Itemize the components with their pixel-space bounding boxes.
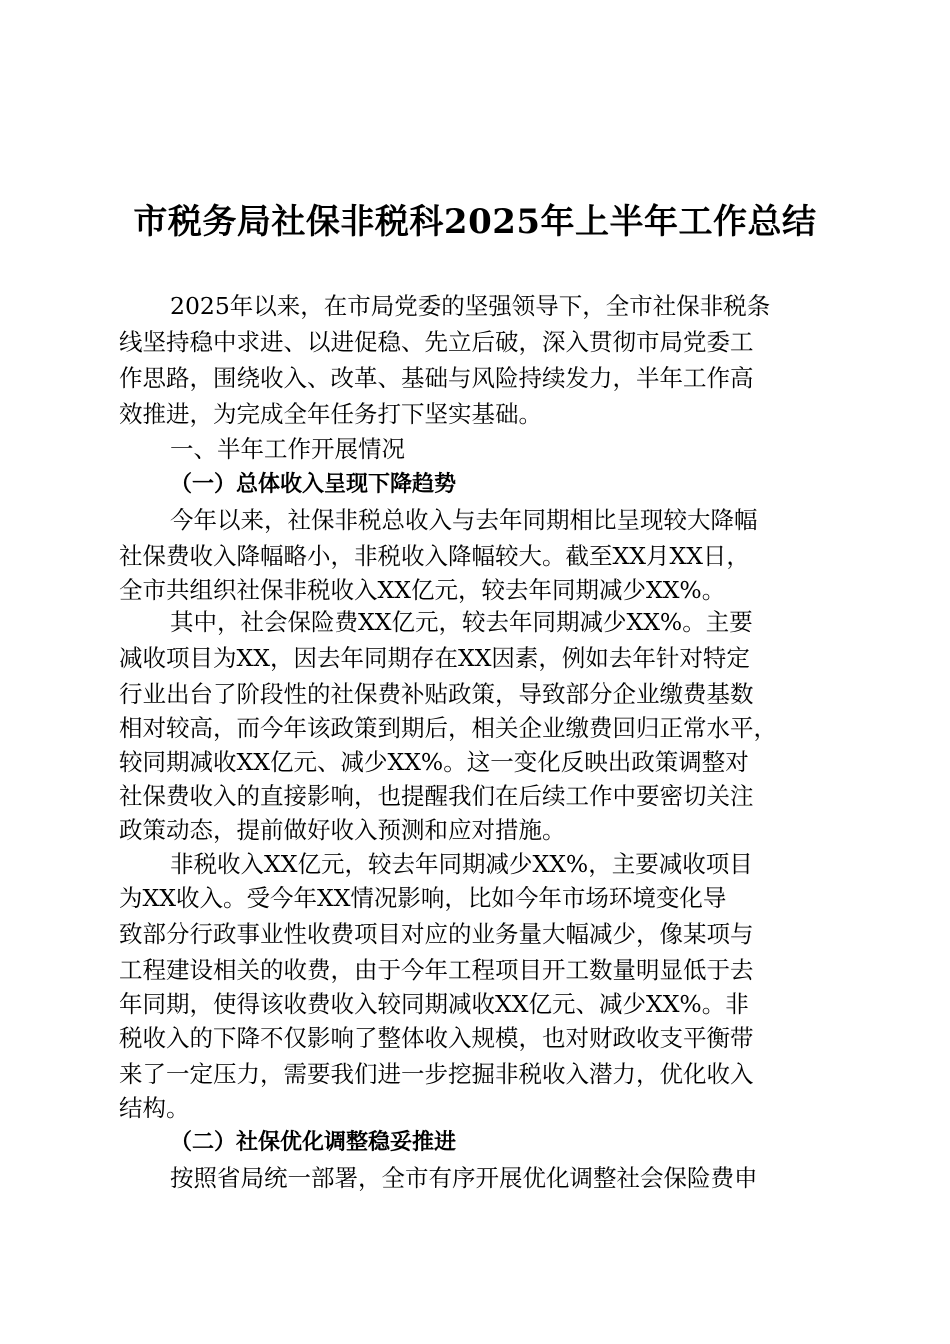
paragraph-line: 为XX收入。受今年XX情况影响，比如今年市场环境变化导: [119, 884, 727, 912]
paragraph-line: 作思路，围绕收入、改革、基础与风险持续发力，半年工作高: [119, 364, 754, 392]
section-heading: 一、半年工作开展情况: [170, 435, 405, 463]
paragraph-line: 行业出台了阶段性的社保费补贴政策，导致部分企业缴费基数: [119, 680, 754, 708]
paragraph-line: 较同期减收XX亿元、减少XX%。这一变化反映出政策调整对: [119, 748, 749, 776]
paragraph-line: 年同期，使得该收费收入较同期减收XX亿元、减少XX%。非: [119, 990, 749, 1018]
paragraph-line: 税收入的下降不仅影响了整体收入规模，也对财政收支平衡带: [119, 1024, 754, 1052]
paragraph-line: 减收项目为XX，因去年同期存在XX因素，例如去年针对特定: [119, 644, 750, 672]
paragraph-line: 今年以来，社保非税总收入与去年同期相比呈现较大降幅: [170, 506, 758, 534]
paragraph-line: 社保费收入的直接影响，也提醒我们在后续工作中要密切关注: [119, 782, 754, 810]
paragraph-line: 社保费收入降幅略小，非税收入降幅较大。截至XX月XX日，: [119, 542, 750, 570]
paragraph-line: 来了一定压力，需要我们进一步挖掘非税收入潜力，优化收入: [119, 1060, 754, 1088]
paragraph-line: 结构。: [119, 1094, 190, 1122]
paragraph-line: 工程建设相关的收费，由于今年工程项目开工数量明显低于去: [119, 956, 754, 984]
paragraph-line: 相对较高，而今年该政策到期后，相关企业缴费回归正常水平，: [119, 714, 777, 742]
paragraph-line: 非税收入XX亿元，较去年同期减少XX%，主要减收项目: [170, 850, 753, 878]
paragraph-line: 致部分行政事业性收费项目对应的业务量大幅减少，像某项与: [119, 920, 754, 948]
document-title: 市税务局社保非税科2025年上半年工作总结: [133, 202, 817, 242]
paragraph-line: 全市共组织社保非税收入XX亿元，较去年同期减少XX%。: [119, 576, 726, 604]
paragraph-line: 线坚持稳中求进、以进促稳、先立后破，深入贯彻市局党委工: [119, 328, 754, 356]
paragraph-line: 效推进，为完成全年任务打下坚实基础。: [119, 400, 542, 428]
paragraph-line: 其中，社会保险费XX亿元，较去年同期减少XX%。主要: [170, 608, 753, 636]
paragraph-line: 按照省局统一部署，全市有序开展优化调整社会保险费申: [170, 1164, 758, 1192]
paragraph-line: 政策动态，提前做好收入预测和应对措施。: [119, 816, 566, 844]
paragraph-line: 2025年以来，在市局党委的坚强领导下，全市社保非税条: [170, 292, 771, 320]
subsection-heading: （一）总体收入呈现下降趋势: [170, 471, 457, 497]
subsection-heading: （二）社保优化调整稳妥推进: [170, 1129, 457, 1155]
